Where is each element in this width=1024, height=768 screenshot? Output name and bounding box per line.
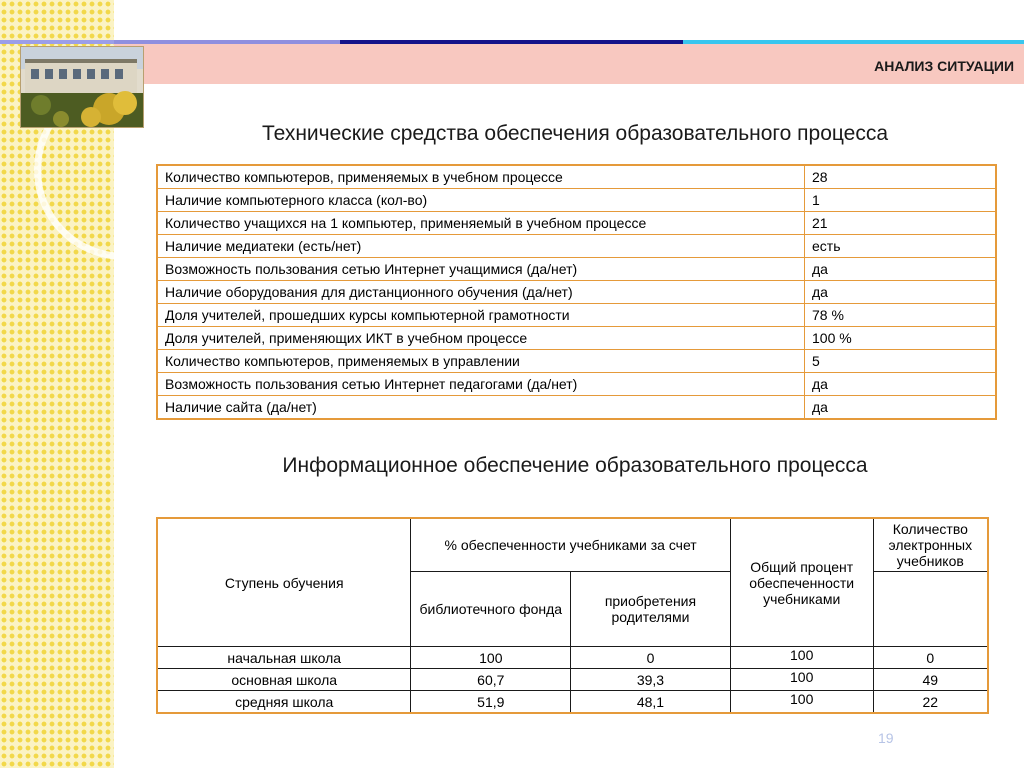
cell-electronic: 49 (873, 669, 988, 691)
cell-electronic: 22 (873, 691, 988, 714)
row-label: Доля учителей, применяющих ИКТ в учебном процессе (157, 327, 805, 350)
row-label: Возможность пользования сетью Интернет учащимися (да/нет) (157, 258, 805, 281)
row-value: да (805, 258, 997, 281)
row-label: Доля учителей, прошедших курсы компьютерной грамотности (157, 304, 805, 327)
cell-total: 100 (730, 669, 873, 691)
cell-library: 100 (411, 647, 571, 669)
cell-level: основная школа (157, 669, 411, 691)
row-label: Количество учащихся на 1 компьютер, применяемый в учебном процессе (157, 212, 805, 235)
school-building-photo (20, 46, 144, 128)
row-label: Наличие сайта (да/нет) (157, 396, 805, 420)
cell-level: начальная школа (157, 647, 411, 669)
table-header-row (157, 518, 988, 572)
row-value: 1 (805, 189, 997, 212)
header-parents: приобретения родителями (571, 572, 731, 647)
textbook-provision-table (156, 517, 989, 714)
row-value: да (805, 281, 997, 304)
row-value: 28 (805, 165, 997, 189)
row-value: 21 (805, 212, 997, 235)
section-label: АНАЛИЗ СИТУАЦИИ (874, 58, 1014, 74)
table-row (157, 189, 996, 212)
row-value: 78 % (805, 304, 997, 327)
table-row (157, 373, 996, 396)
table-row (157, 350, 996, 373)
table-row (157, 691, 988, 714)
header-electronic: Количество электронных учебников (873, 518, 988, 572)
row-value: да (805, 396, 997, 420)
page-number: 19 (878, 730, 894, 746)
row-value: да (805, 373, 997, 396)
row-value: 5 (805, 350, 997, 373)
table-row (157, 304, 996, 327)
table-row (157, 327, 996, 350)
row-label: Наличие компьютерного класса (кол-во) (157, 189, 805, 212)
cell-library: 51,9 (411, 691, 571, 714)
table-row (157, 669, 988, 691)
row-label: Количество компьютеров, применяемых в учебном процессе (157, 165, 805, 189)
table-row (157, 235, 996, 258)
cell-level: средняя школа (157, 691, 411, 714)
cell-parents: 48,1 (571, 691, 731, 714)
header-electronic-cont (873, 572, 988, 647)
header-library: библиотечного фонда (411, 572, 571, 647)
technical-means-table (156, 164, 997, 420)
cell-library: 60,7 (411, 669, 571, 691)
row-label: Возможность пользования сетью Интернет педагогами (да/нет) (157, 373, 805, 396)
row-label: Количество компьютеров, применяемых в управлении (157, 350, 805, 373)
table-row (157, 258, 996, 281)
cell-electronic: 0 (873, 647, 988, 669)
row-label: Наличие оборудования для дистанционного обучения (да/нет) (157, 281, 805, 304)
row-label: Наличие медиатеки (есть/нет) (157, 235, 805, 258)
cell-total: 100 (730, 691, 873, 714)
table-row (157, 647, 988, 669)
table-row (157, 212, 996, 235)
information-support-title: Информационное обеспечение образовательного процесса (282, 454, 868, 477)
header-total: Общий процент обеспеченности учебниками (730, 518, 873, 647)
table-row (157, 396, 996, 420)
cell-parents: 0 (571, 647, 731, 669)
table-row (157, 281, 996, 304)
technical-means-title: Технические средства обеспечения образовательного процесса (261, 122, 889, 145)
header-percent-group: % обеспеченности учебниками за счет (411, 518, 730, 572)
row-value: 100 % (805, 327, 997, 350)
row-value: есть (805, 235, 997, 258)
table-row (157, 165, 996, 189)
cell-total: 100 (730, 647, 873, 669)
header-level: Ступень обучения (157, 518, 411, 647)
cell-parents: 39,3 (571, 669, 731, 691)
